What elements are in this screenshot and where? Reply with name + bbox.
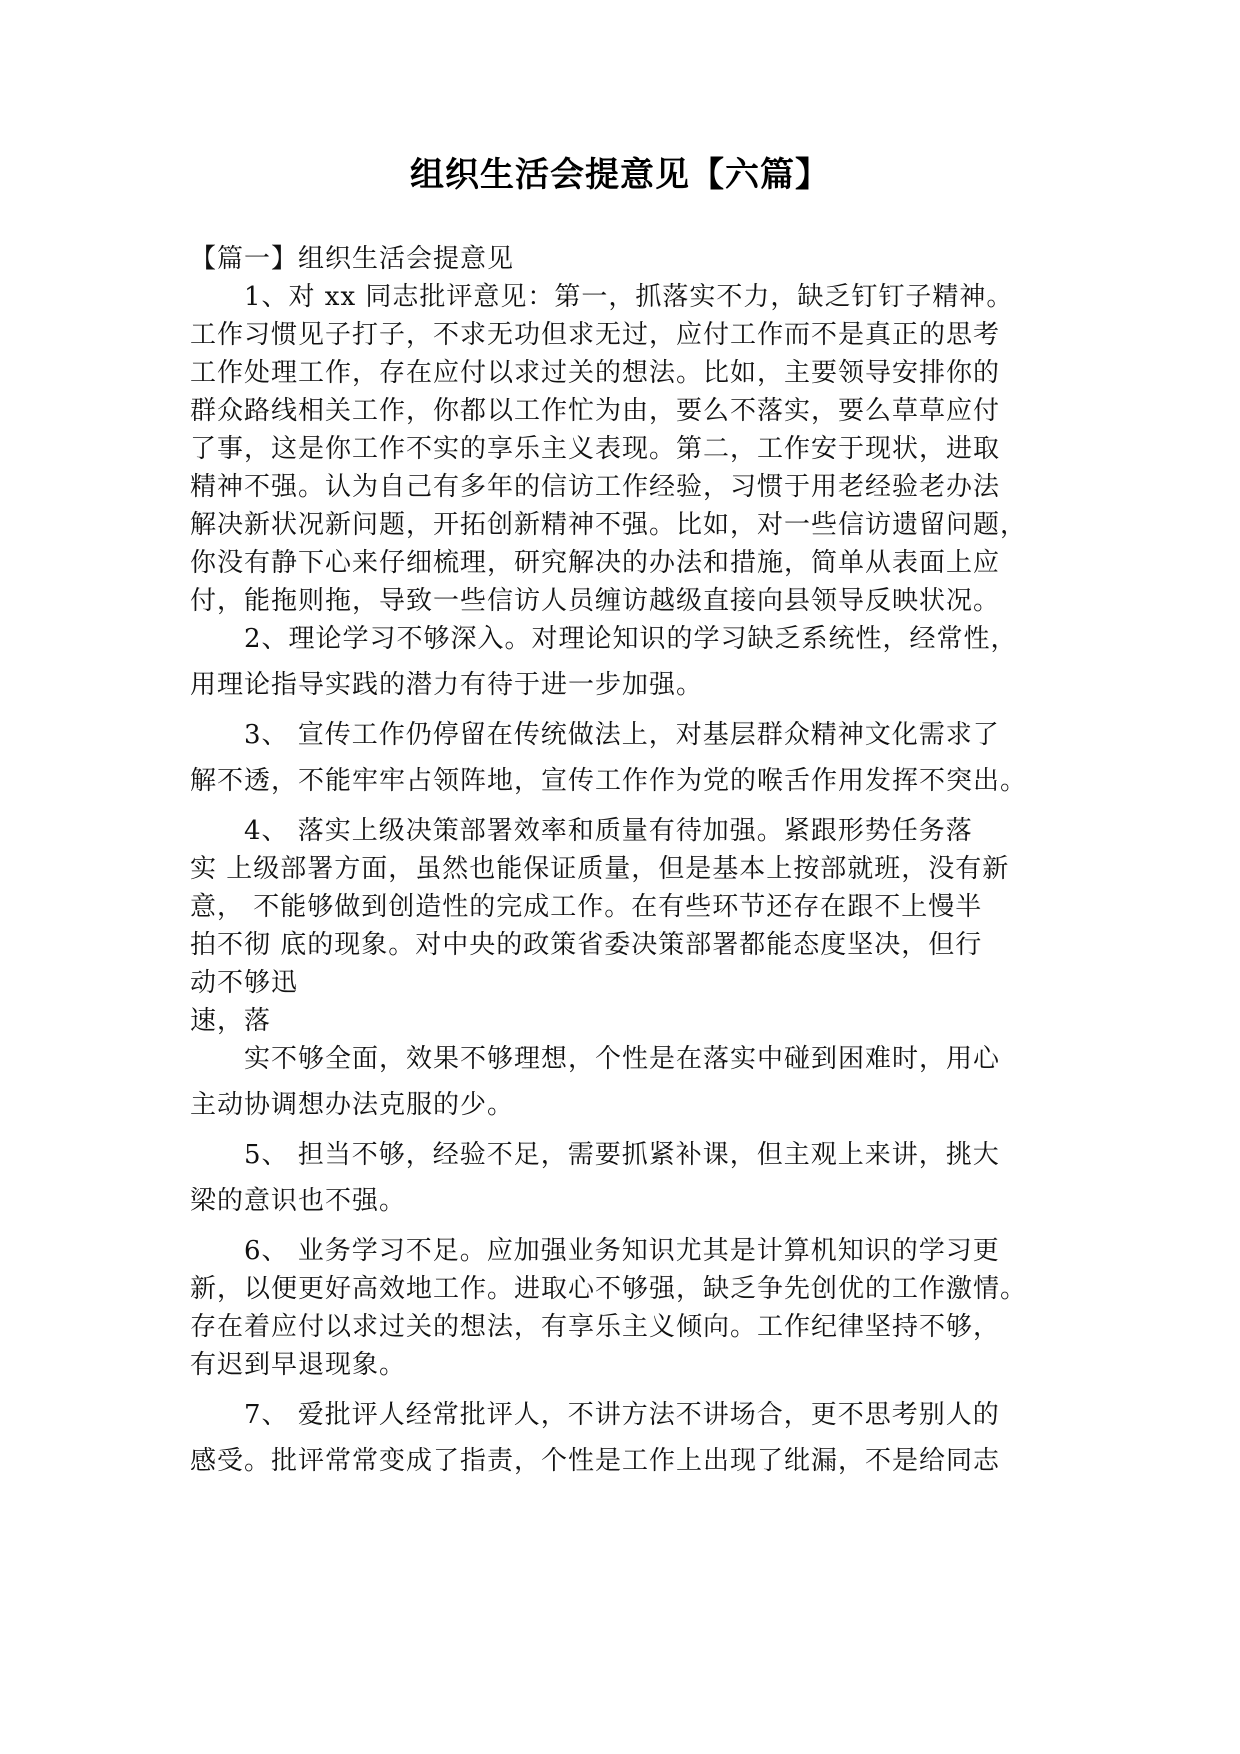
document-body (190, 240, 1050, 1480)
paragraph-line: 新，以便更好高效地工作。进取心不够强，缺乏争先创优的工作激情。 (190, 1274, 1028, 1304)
paragraph-line: 3、 宣传工作仍停留在传统做法上，对基层群众精神文化需求了 (244, 720, 1000, 750)
paragraph-4 (190, 812, 1050, 1040)
paragraph-2 (190, 620, 1050, 704)
paragraph-line: 2、理论学习不够深入。对理论知识的学习缺乏系统性，经常性， (244, 624, 1018, 654)
paragraph-line: 拍不彻 底的现象。对中央的政策省委决策部署都能态度坚决，但行 (190, 930, 983, 960)
paragraph-line: 群众路线相关工作，你都以工作忙为由，要么不落实，要么草草应付 (190, 396, 1001, 426)
document-title: 组织生活会提意见【六篇】 (410, 155, 830, 195)
paragraph-line: 解不透，不能牢牢占领阵地，宣传工作作为党的喉舌作用发挥不突出。 (190, 766, 1028, 796)
paragraph-line: 工作习惯见子打子，不求无功但求无过，应付工作而不是真正的思考 (190, 320, 1001, 350)
paragraph-line: 主动协调想办法克服的少。 (190, 1090, 515, 1120)
paragraph-line: 工作处理工作，存在应付以求过关的想法。比如，主要领导安排你的 (190, 358, 1001, 388)
paragraph-line: 解决新状况新问题，开拓创新精神不强。比如，对一些信访遗留问题， (190, 510, 1028, 540)
paragraph-7 (190, 1396, 1050, 1480)
paragraph-line: 梁的意识也不强。 (190, 1186, 407, 1216)
paragraph-line: 了事，这是你工作不实的享乐主义表现。第二，工作安于现状，进取 (190, 434, 1001, 464)
paragraph-1 (190, 278, 1050, 620)
paragraph-line: 7、 爱批评人经常批评人，不讲方法不讲场合，更不思考别人的 (244, 1400, 1000, 1430)
paragraph-line: 你没有静下心来仔细梳理，研究解决的办法和措施，简单从表面上应 (190, 548, 1001, 578)
paragraph-line: 6、 业务学习不足。应加强业务知识尤其是计算机知识的学习更 (244, 1236, 1000, 1266)
paragraph-line: 用理论指导实践的潜力有待于进一步加强。 (190, 670, 704, 700)
paragraph-5 (190, 1136, 1050, 1220)
paragraph-line: 付，能拖则拖，导致一些信访人员缠访越级直接向县领导反映状况。 (190, 586, 1001, 616)
paragraph-line: 实不够全面，效果不够理想，个性是在落实中碰到困难时，用心 (244, 1044, 1001, 1074)
paragraph-line: 速，落 (190, 1006, 272, 1036)
paragraph-3 (190, 716, 1050, 800)
paragraph-line: 5、 担当不够，经验不足，需要抓紧补课，但主观上来讲，挑大 (244, 1140, 1000, 1170)
paragraph-line: 1、对 xx 同志批评意见：第一，抓落实不力，缺乏钉钉子精神。 (244, 282, 1014, 312)
section-heading: 【篇一】组织生活会提意见 (190, 244, 515, 274)
paragraph-6 (190, 1232, 1050, 1384)
paragraph-line: 有迟到早退现象。 (190, 1350, 407, 1380)
paragraph-line: 意， 不能够做到创造性的完成工作。在有些环节还存在跟不上慢半 (190, 892, 983, 922)
paragraph-line: 感受。批评常常变成了指责，个性是工作上出现了纰漏，不是给同志 (190, 1446, 1001, 1476)
paragraph-line: 实 上级部署方面，虽然也能保证质量，但是基本上按部就班，没有新 (190, 854, 1010, 884)
paragraph-4-continued (190, 1040, 1050, 1124)
paragraph-line: 动不够迅 (190, 968, 299, 998)
paragraph-line: 存在着应付以求过关的想法，有享乐主义倾向。工作纪律坚持不够， (190, 1312, 1001, 1342)
paragraph-line: 4、 落实上级决策部署效率和质量有待加强。紧跟形势任务落 (244, 816, 973, 846)
paragraph-line: 精神不强。认为自己有多年的信访工作经验，习惯于用老经验老办法 (190, 472, 1001, 502)
